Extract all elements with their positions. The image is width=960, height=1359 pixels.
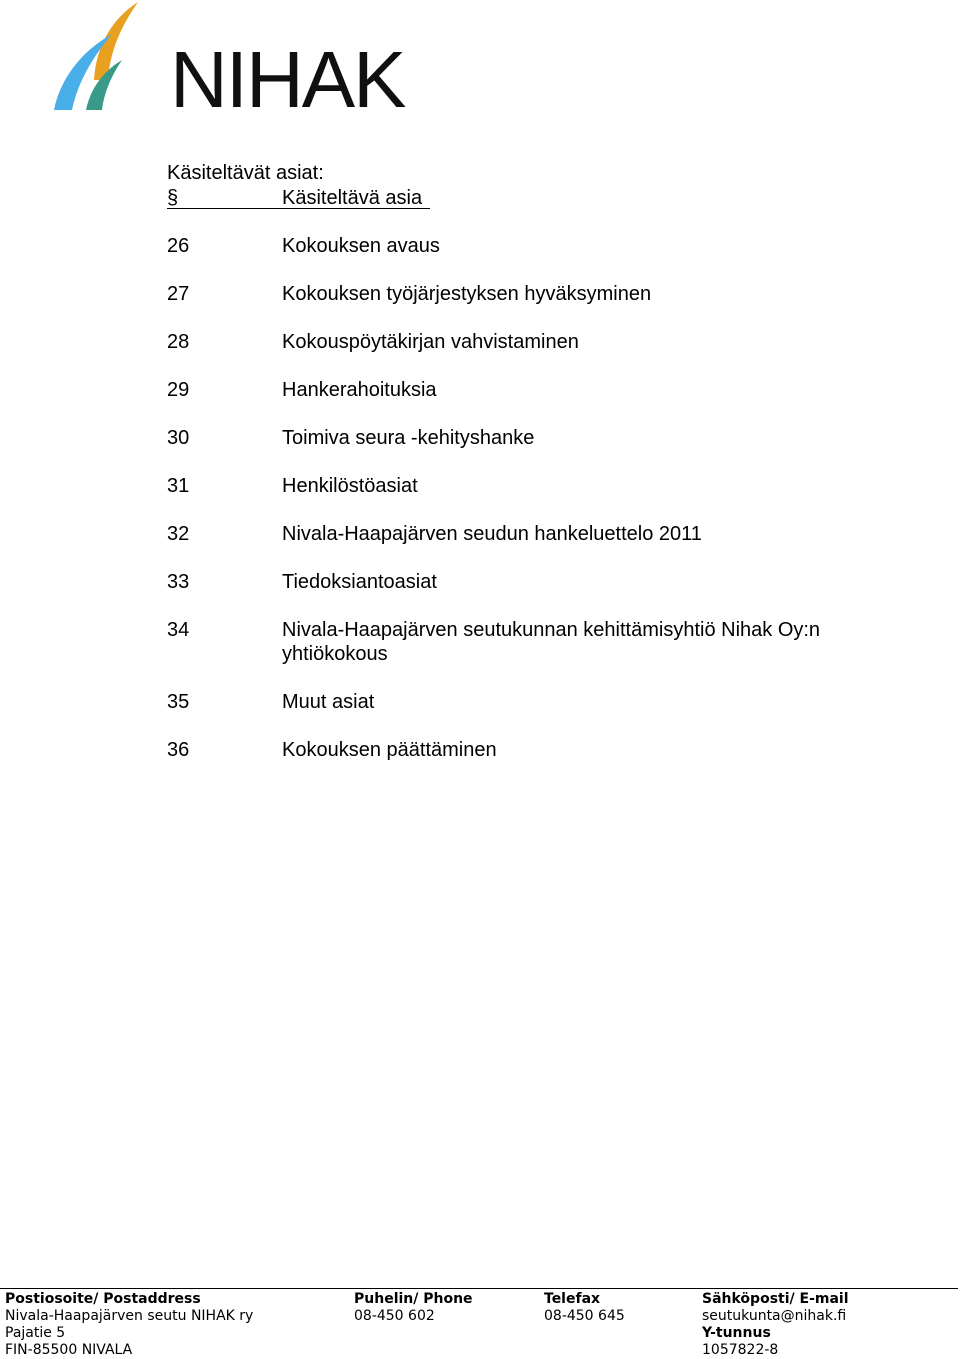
agenda-item-number: 34 [167,619,190,641]
footer-address-label: Postiosoite/ Postaddress [5,1291,201,1307]
footer-email [702,1291,849,1359]
agenda-item-number: 26 [167,235,190,257]
agenda-item-text: Henkilöstöasiat [282,475,418,497]
footer-address-line1: Nivala-Haapajärven seutu NIHAK ry [5,1308,254,1324]
footer-fax-value: 08-450 645 [544,1308,625,1324]
agenda-item-number: 32 [167,523,190,545]
agenda-item-number: 28 [167,331,190,353]
agenda-item-text: Tiedoksiantoasiat [282,571,437,593]
agenda-list [167,234,887,786]
agenda-item-text: Toimiva seura -kehityshanke [282,427,535,449]
agenda-item-number: 35 [167,691,190,713]
agenda-item-number: 33 [167,571,190,593]
agenda-item-text: Kokouksen työjärjestyksen hyväksyminen [282,283,652,305]
footer-phone-value: 08-450 602 [354,1308,435,1324]
agenda-item-number: 36 [167,739,190,761]
agenda-item-number: 31 [167,475,190,497]
agenda-item-number: 30 [167,427,190,449]
footer-address-line3: FIN-85500 NIVALA [5,1342,133,1358]
footer-business-id-value: 1057822-8 [702,1342,779,1358]
agenda-item [167,234,887,258]
agenda-item [167,330,887,354]
agenda-item-text: Nivala-Haapajärven seutukunnan kehittämisyhtiö Nihak Oy:n yhtiökokous [282,619,821,665]
agenda-item-number: 27 [167,283,190,305]
agenda-item [167,522,887,546]
footer-business-id-label: Y-tunnus [702,1325,771,1341]
footer-phone [354,1291,473,1325]
footer-email-value: seutukunta@nihak.fi [702,1308,847,1324]
page-heading: Käsiteltävät asiat: [167,162,324,184]
footer-fax-label: Telefax [544,1291,601,1307]
footer-email-label: Sähköposti/ E-mail [702,1291,849,1307]
agenda-item [167,474,887,498]
footer-address-line2: Pajatie 5 [5,1325,66,1341]
agenda-item [167,690,887,714]
agenda-item-text: Kokouksen päättäminen [282,739,497,761]
footer-fax [544,1291,625,1325]
nihak-logo [50,0,405,124]
agenda-item [167,282,887,306]
agenda-item-text: Nivala-Haapajärven seudun hankeluettelo 2011 [282,523,702,545]
column-header-underline [167,208,430,209]
agenda-item-text: Kokouspöytäkirjan vahvistaminen [282,331,579,353]
agenda-item [167,378,887,402]
footer-divider [0,1288,958,1289]
agenda-item-number: 29 [167,379,190,401]
logo-wordmark: NIHAK [170,35,405,124]
column-header-para: § [167,187,179,209]
column-header-topic: Käsiteltävä asia [282,187,423,209]
agenda-item [167,570,887,594]
footer-phone-label: Puhelin/ Phone [354,1291,473,1307]
agenda-item-text: Hankerahoituksia [282,379,437,401]
sail-logo-icon [50,0,170,112]
agenda-item-text: Kokouksen avaus [282,235,440,257]
agenda-item [167,618,887,666]
footer-address [5,1291,253,1359]
agenda-item [167,738,887,762]
agenda-item [167,426,887,450]
agenda-item-text: Muut asiat [282,691,375,713]
